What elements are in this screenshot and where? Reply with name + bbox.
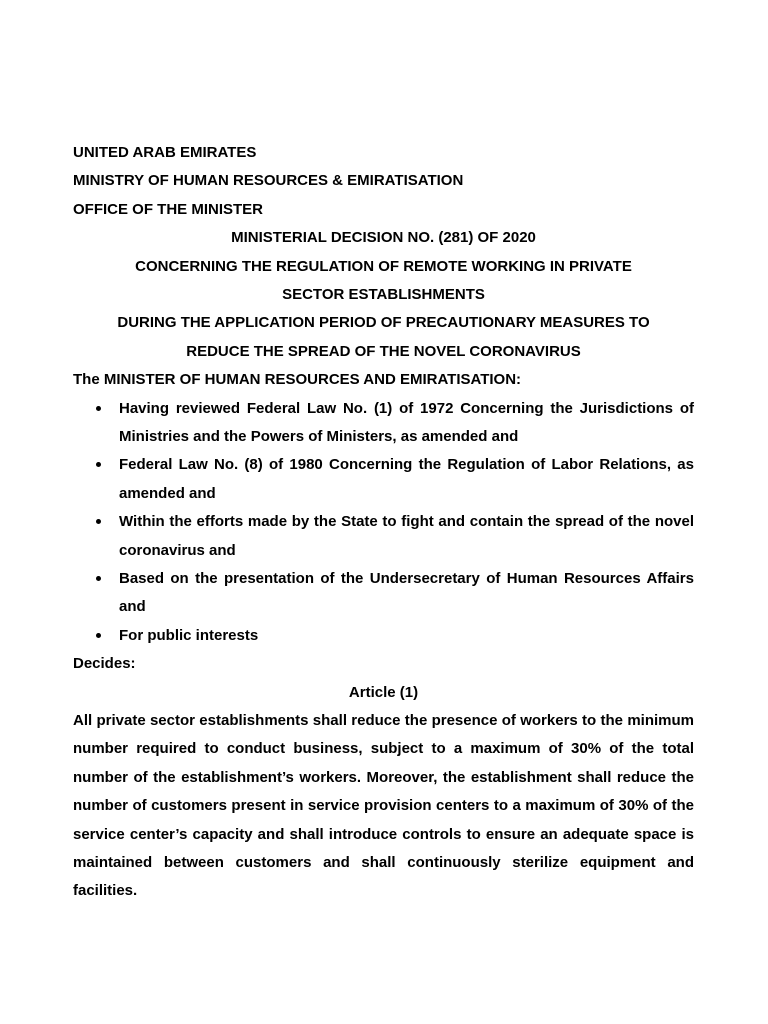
bullet-icon — [96, 462, 101, 467]
bullet-icon — [96, 633, 101, 638]
decides-label: Decides: — [73, 655, 136, 673]
decision-subject-line-2: SECTOR ESTABLISHMENTS — [282, 285, 485, 303]
bullet-icon — [96, 576, 101, 581]
decision-period-line-1: DURING THE APPLICATION PERIOD OF PRECAUTIONARY MEASURES TO — [117, 314, 650, 332]
document-page — [73, 139, 694, 906]
bullet-icon — [96, 406, 101, 411]
preamble-item-text: Based on the presentation of the Undersecretary of Human Resources Affairs and — [119, 569, 694, 616]
preamble-list — [73, 395, 694, 651]
preamble-item-text: Within the efforts made by the State to fight and contain the spread of the novel coronavirus and — [119, 513, 694, 559]
decision-period-line-2: REDUCE THE SPREAD OF THE NOVEL CORONAVIRUS — [186, 342, 581, 360]
article-1-heading: Article (1) — [348, 683, 419, 701]
preamble-item — [73, 395, 694, 452]
bullet-icon — [96, 519, 101, 524]
preamble-item — [73, 451, 694, 508]
preamble-item — [73, 622, 694, 650]
preamble-intro: The MINISTER OF HUMAN RESOURCES AND EMIRATISATION: — [73, 371, 522, 389]
preamble-item-text: Federal Law No. (8) of 1980 Concerning the Regulation of Labor Relations, as amended and — [119, 456, 694, 502]
office-heading: OFFICE OF THE MINISTER — [73, 200, 263, 218]
preamble-item — [73, 565, 694, 622]
decision-subject-line-1: CONCERNING THE REGULATION OF REMOTE WORKING IN PRIVATE — [135, 257, 632, 275]
preamble-item-text: Having reviewed Federal Law No. (1) of 1972 Concerning the Jurisdictions of Ministries and the Powers of Ministers, as amended and — [119, 399, 694, 445]
preamble-item — [73, 508, 694, 565]
ministry-heading: MINISTRY OF HUMAN RESOURCES & EMIRATISATION — [73, 172, 464, 190]
preamble-item-text: For public interests — [119, 626, 259, 644]
country-heading: UNITED ARAB EMIRATES — [73, 144, 257, 161]
decision-title: MINISTERIAL DECISION NO. (281) OF 2020 — [231, 229, 536, 247]
article-1-text: All private sector establishments shall reduce the presence of workers to the minimum number required to conduct business, subject to a maximum of 30% of the total number of the establishment’s workers. Moreover, the establishment shall reduce the number of customers present in service provision centers to a maximum of 30% of the service center’s capacity and shall introduce controls to ensure an adequate space is maintained between customers and shall continuously sterilize equipment and facilities. — [73, 711, 694, 900]
